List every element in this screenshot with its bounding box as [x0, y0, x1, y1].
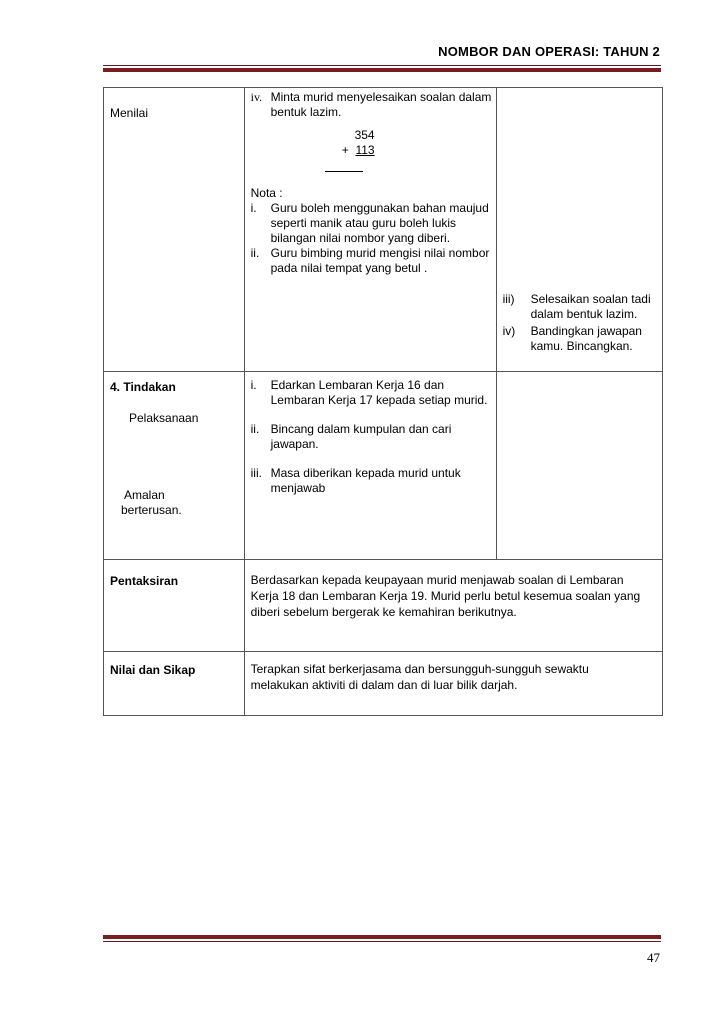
list-item: i. Edarkan Lembaran Kerja 16 dan Lembaran Kerja 17 kepada setiap murid.	[250, 378, 488, 407]
table-row	[104, 652, 663, 716]
row-label-menilai: Menilai	[110, 106, 149, 120]
page-header-title: NOMBOR DAN OPERASI: TAHUN 2	[438, 44, 660, 59]
sub-label-amalan: Amalan	[124, 488, 165, 502]
sum-bottom: 113	[355, 143, 375, 157]
row-label-tindakan: 4. Tindakan	[110, 380, 176, 394]
pentaksiran-text: Berdasarkan kepada keupayaan murid menjawab soalan di Lembaran Kerja 18 dan Lembaran Kerja 19. Murid perlu betul kesemua soalan yang diberi sebelum bergerak ke kemahiran berikutnya.	[250, 573, 641, 619]
row-label-nilai: Nilai dan Sikap	[110, 663, 196, 677]
lesson-plan-table	[103, 87, 663, 716]
nilai-text: Terapkan sifat berkerjasama dan bersungguh-sungguh sewaktu melakukan aktiviti di dalam dan di luar bilik darjah.	[250, 662, 589, 692]
list-item: iii. Masa diberikan kepada murid untuk menjawab	[250, 466, 461, 495]
sum-sign: +	[341, 143, 349, 157]
row-label-pentaksiran: Pentaksiran	[110, 574, 179, 588]
page-number: 47	[647, 950, 660, 965]
notes-list	[497, 292, 662, 354]
header-rule	[103, 65, 661, 72]
sum-answer-line	[325, 171, 363, 172]
sum-top: 354	[354, 128, 375, 142]
tindakan-steps	[245, 378, 496, 496]
sub-label-berterusan: berterusan.	[121, 503, 182, 517]
list-item: iv. Minta murid menyelesaikan soalan dalam bentuk lazim.	[250, 90, 492, 119]
list-item: i. Guru boleh menggunakan bahan maujud seperti manik atau guru boleh lukis bilangan nilai nombor yang diberi.	[250, 201, 489, 245]
list-item: ii. Guru bimbing murid mengisi nilai nombor pada nilai tempat yang betul .	[250, 246, 490, 275]
table-row	[104, 88, 663, 372]
addition-problem	[315, 128, 375, 158]
list-item: ii. Bincang dalam kumpulan dan cari jawapan.	[250, 422, 452, 451]
nota-title: Nota :	[250, 186, 283, 200]
menilai-steps	[245, 90, 496, 120]
table-row	[104, 560, 663, 652]
nota-list	[245, 201, 496, 276]
list-item: iii) Selesaikan soalan tadi dalam bentuk lazim.	[502, 292, 651, 321]
list-item: iv) Bandingkan jawapan kamu. Bincangkan.	[502, 324, 642, 353]
footer-rule	[103, 935, 661, 942]
table-row	[104, 372, 663, 560]
sub-label-pelaksanaan: Pelaksanaan	[129, 411, 199, 425]
